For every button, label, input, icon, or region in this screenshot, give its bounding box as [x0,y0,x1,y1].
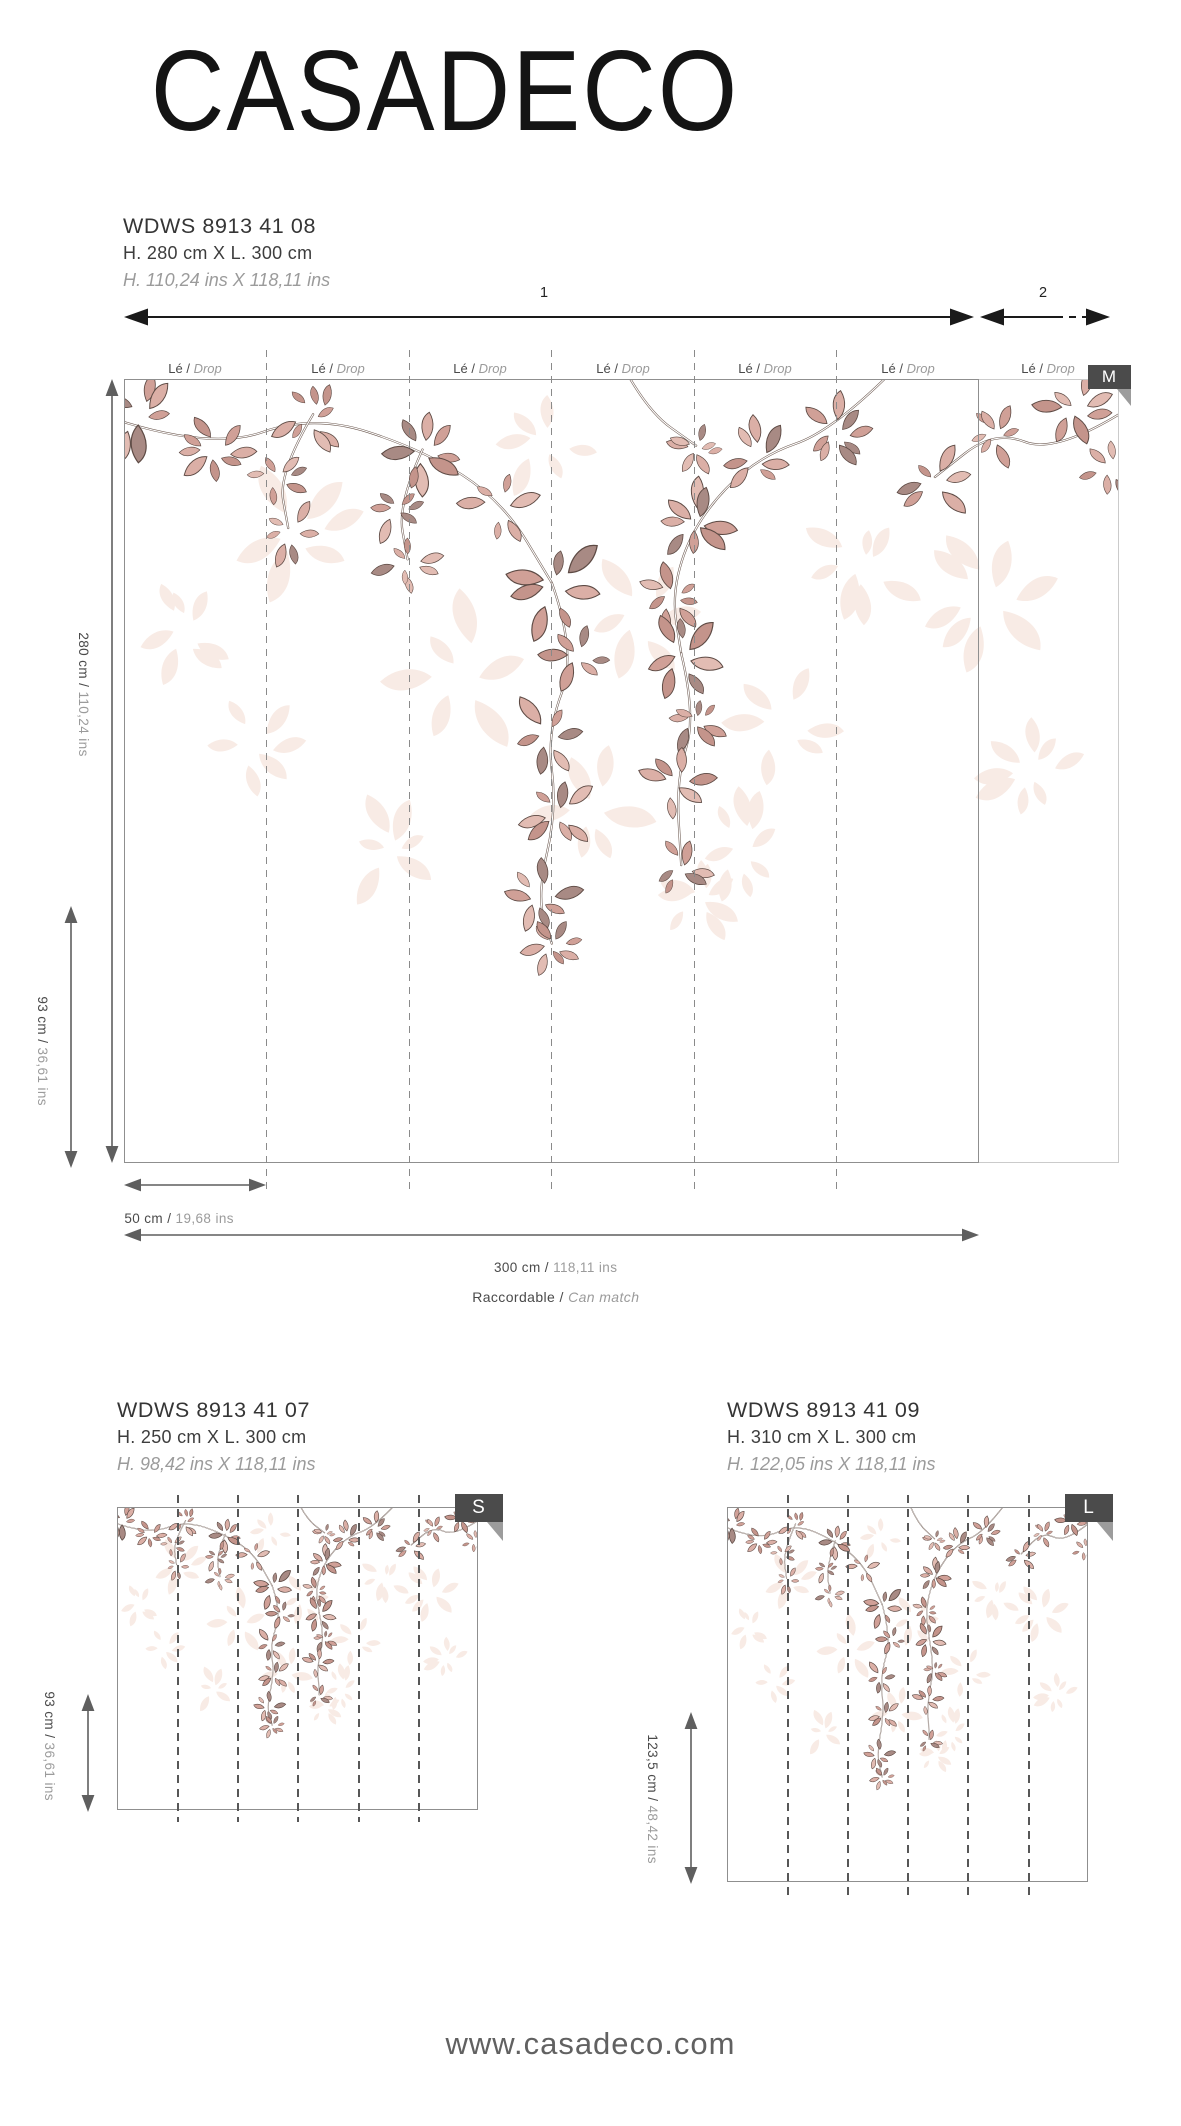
wallpaper-mural [124,379,1119,1163]
large-product-code: WDWS 8913 41 09 [727,1398,921,1422]
total-width-label [124,1245,979,1275]
badge-fold-l [1097,1522,1113,1541]
small-size-ins: H. 98,42 ins X 118,11 ins [117,1454,316,1474]
height-cm: 280 cm [76,631,91,679]
main-size-cm: H. 280 cm X L. 300 cm [123,243,313,263]
large-size-cm: H. 310 cm X L. 300 cm [727,1427,917,1447]
total-width-300-arrow [124,1226,979,1244]
drop-width-cm: 50 cm [124,1211,164,1226]
drop-label-2: Lé / Drop [283,330,393,454]
badge-fold-m [1117,389,1131,406]
section-2-label: 2 [1038,285,1048,301]
large-offcut-ins: 48,42 ins [645,1805,660,1864]
main-size-ins: H. 110,24 ins X 118,11 ins [123,270,331,290]
large-offcut-123-arrow [682,1712,700,1884]
main-drop-divider-1 [266,350,267,1192]
panel-count-arrows [110,306,1122,328]
large-drop-divider-5 [1028,1495,1030,1895]
small-drop-divider-3 [297,1495,299,1822]
small-drop-divider-2 [237,1495,239,1822]
total-width-ins: 118,11 ins [553,1260,618,1275]
main-product-header [123,212,330,293]
match-fr: Raccordable [472,1289,556,1305]
large-drop-divider-1 [787,1495,789,1895]
match-en: Can match [568,1289,640,1305]
small-offcut-ins: 36,61 ins [42,1742,57,1801]
large-offcut-label [645,1695,675,1895]
drop-width-label [116,1196,234,1226]
size-badge-s: S [455,1494,503,1522]
small-offcut-cm: 93 cm [42,1691,57,1731]
drop-width-ins: 19,68 ins [175,1211,234,1226]
drop-width-50-arrow [124,1176,266,1194]
drop-label-5: Lé / Drop [710,330,820,454]
match-label [124,1273,979,1305]
separator: / [540,1260,554,1275]
main-drop-divider-3 [551,350,552,1192]
separator: / [645,1793,660,1806]
height-ins: 110,24 ins [76,691,91,757]
large-drop-divider-2 [847,1495,849,1895]
website-url: www.casadeco.com [445,2026,736,2061]
separator: / [76,678,91,692]
large-product-header [727,1396,935,1477]
small-drop-divider-1 [177,1495,179,1822]
small-offcut-label [42,1652,72,1832]
badge-fold-s [487,1522,503,1541]
drop-label-4: Lé / Drop [568,330,678,454]
separator: / [35,1035,50,1048]
separator: / [42,1730,57,1743]
drop-label-3: Lé / Drop [425,330,535,454]
large-drop-divider-3 [907,1495,909,1895]
small-drop-divider-5 [418,1495,420,1822]
drop-label-1: Lé / Drop [140,330,250,454]
brand-logo: CASADECO [150,27,740,155]
large-size-ins: H. 122,05 ins X 118,11 ins [727,1454,936,1474]
main-wallpaper-panel [124,379,1119,1163]
small-size-cm: H. 250 cm X L. 300 cm [117,1427,307,1447]
drop-label-7: Lé / Drop [993,330,1103,454]
offcut-93-arrow [62,906,80,1168]
size-badge-l: L [1065,1494,1113,1522]
large-drop-divider-4 [967,1495,969,1895]
offcut-cm: 93 cm [35,996,50,1036]
large-offcut-cm: 123,5 cm [645,1734,660,1794]
small-offcut-93-arrow [79,1694,97,1812]
total-width-cm: 300 cm [493,1260,541,1275]
main-drop-divider-2 [409,350,410,1192]
separator: / [163,1211,176,1226]
small-product-code: WDWS 8913 41 07 [117,1398,311,1422]
main-product-code: WDWS 8913 41 08 [123,214,317,238]
height-280-arrow [103,379,121,1163]
main-drop-divider-5 [836,350,837,1192]
small-drop-divider-4 [358,1495,360,1822]
small-product-header [117,1396,315,1477]
drop-label-6: Lé / Drop [853,330,963,454]
main-drop-divider-4 [694,350,695,1192]
separator: / [555,1289,569,1305]
offcut-ins: 36,61 ins [35,1047,50,1106]
section-1-label: 1 [539,285,549,301]
size-badge-m: M [1088,365,1131,389]
